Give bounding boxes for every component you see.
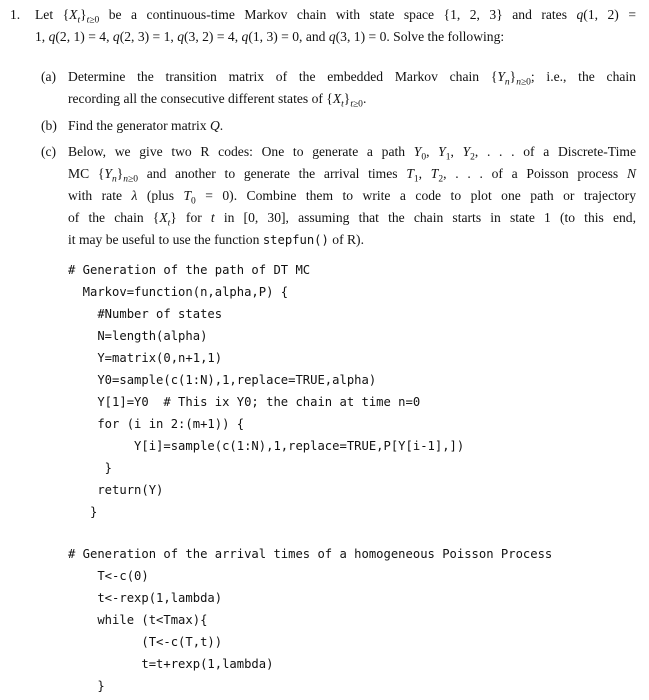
part-a-line-2: recording all the consecutive different states of $\{X_t\}_{t\ge 0}$.: [68, 91, 367, 110]
part-c-line-5: [68, 229, 364, 251]
code-line: # Generation of the arrival times of a homogeneous Poisson Process: [68, 547, 553, 561]
part-c-line-4: of the chain $\{X_t\}$ for t in [0, 30], assuming that the chain starts in state 1 (to this end,: [68, 210, 636, 229]
code-line: #Number of states: [68, 307, 223, 321]
code-line: Y0=sample(c(1:N),1,replace=TRUE,alpha): [68, 373, 377, 387]
part-c-line-2: MC $\{Y_n\}_{n\ge 0}$ and another to generate the arrival times $T_1$, $T_2$, . . . of a Poisson process N: [68, 166, 637, 185]
code-line: Y[i]=sample(c(1:N),1,replace=TRUE,P[Y[i-1],]): [68, 439, 465, 453]
part-c-line-5-post: of R).: [332, 232, 364, 247]
code-line: t<-rexp(1,lambda): [68, 591, 223, 605]
code-line: for (i in 2:(m+1)) {: [68, 417, 245, 431]
part-c-line-1: Below, we give two R codes: One to generate a path $Y_0$, $Y_1$, $Y_2$, . . . of a Discrete-Time: [68, 144, 636, 163]
code-line: return(Y): [68, 483, 164, 497]
part-a-label: (a): [41, 69, 57, 84]
code-line: }: [68, 679, 105, 693]
part-c-label: (c): [41, 144, 57, 159]
part-c-line-5-pre: it may be useful to use the function: [68, 232, 260, 247]
code-line: N=length(alpha): [68, 329, 208, 343]
stepfun-code: stepfun(): [262, 233, 329, 247]
code-line: Markov=function(n,alpha,P) {: [68, 285, 289, 299]
code-line: (T<-c(T,t)): [68, 635, 223, 649]
code-line: }: [68, 461, 113, 475]
code-line: t=t+rexp(1,lambda): [68, 657, 274, 671]
code-line: while (t<Tmax){: [68, 613, 208, 627]
part-b-text: Find the generator matrix Q.: [68, 118, 224, 133]
code-line: # Generation of the path of DT MC: [68, 263, 311, 277]
problem-intro-line-2: 1, q(2, 1) = 4, q(2, 3) = 1, q(3, 2) = 4, q(1, 3) = 0, and q(3, 1) = 0. Solve the following:: [35, 29, 505, 44]
code-line: }: [68, 505, 98, 519]
part-a-line-1: Determine the transition matrix of the embedded Markov chain $\{Y_n\}_{n\ge 0}$; i.e., the chain: [68, 69, 636, 88]
part-b-label: (b): [41, 118, 57, 133]
problem-number: 1.: [10, 7, 21, 22]
code-line: Y=matrix(0,n+1,1): [68, 351, 223, 365]
problem-intro-line-1: Let $\{X_t\}_{t\ge 0}$ be a continuous-time Markov chain with state space {1, 2, 3} and rates q(1, 2) =: [35, 7, 636, 26]
part-c-line-3: with rate λ (plus $T_0 = 0$). Combine them to write a code to plot one path or trajectory: [68, 188, 636, 207]
code-line: T<-c(0): [68, 569, 149, 583]
code-line: Y[1]=Y0 # This ix Y0; the chain at time n=0: [68, 395, 421, 409]
